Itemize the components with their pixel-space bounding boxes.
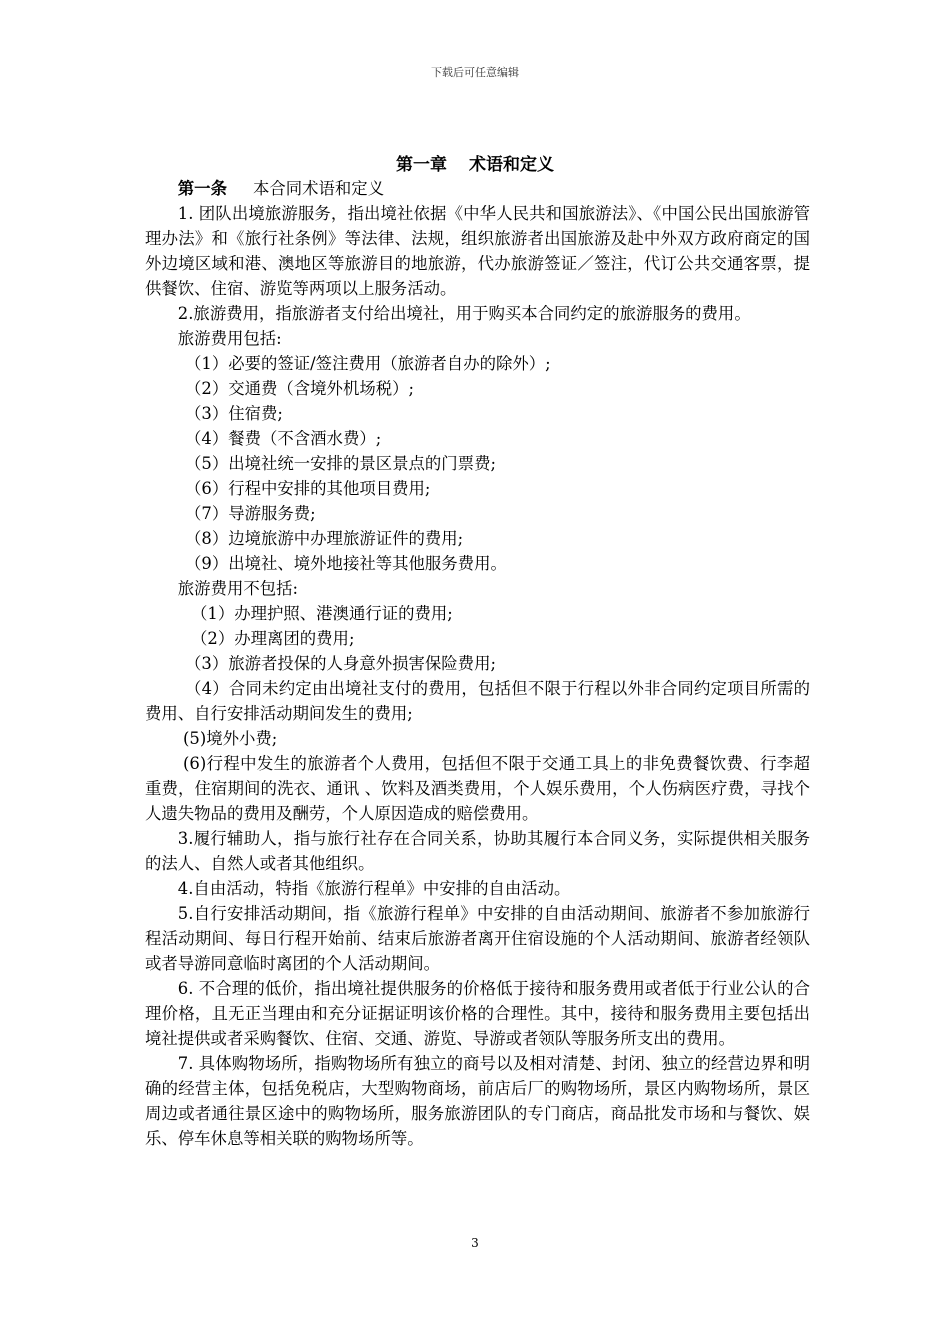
article-title: 本合同术语和定义 bbox=[252, 179, 385, 198]
list-item: （6）行程中安排的其他项目费用; bbox=[185, 479, 431, 498]
list-item: (6)行程中发生的旅游者个人费用，包括但不限于交通工具上的非免费餐饮费、行李超重费，住宿期间的洗衣、通讯 、饮料及酒类费用，个人娱乐费用，个人伤病医疗费，寻找个人遗失物品的费用及酬劳，个人原因造成的赔偿费用。 bbox=[145, 754, 810, 823]
list-heading: 旅游费用不包括: bbox=[177, 579, 299, 598]
chapter-number: 第一章 bbox=[396, 155, 447, 175]
definition-paragraph: 1. 团队出境旅游服务，指出境社依据《中华人民共和国旅游法》、《中国公民出国旅游管理办法》和《旅行社条例》等法律、法规，组织旅游者出国旅游及赴中外双方政府商定的国外边境区域和港、澳地区等旅游目的地旅游，代办旅游签证／签注，代订公共交通客票，提供餐饮、住宿、游览等两项以上服务活动。 bbox=[145, 204, 810, 298]
list-item: （1）必要的签证/签注费用（旅游者自办的除外）; bbox=[185, 354, 551, 373]
list-item: （4）餐费（不含酒水费）; bbox=[185, 429, 382, 448]
definition-paragraph: 3.履行辅助人，指与旅行社存在合同关系，协助其履行本合同义务，实际提供相关服务的法人、自然人或者其他组织。 bbox=[145, 829, 810, 873]
article-label: 第一条 bbox=[177, 179, 227, 198]
chapter-name: 术语和定义 bbox=[469, 155, 554, 175]
page-number: 3 bbox=[471, 1236, 479, 1250]
document-body bbox=[145, 176, 810, 1151]
list-item: （9）出境社、境外地接社等其他服务费用。 bbox=[185, 554, 507, 573]
list-item: （3）住宿费; bbox=[185, 404, 283, 423]
list-item: （7）导游服务费; bbox=[185, 504, 316, 523]
article-heading bbox=[145, 176, 810, 201]
chapter-title bbox=[0, 150, 950, 175]
page-header: 下载后可任意编辑 bbox=[431, 66, 519, 79]
list-item: （1）办理护照、港澳通行证的费用; bbox=[191, 604, 453, 623]
list-item: （4）合同未约定由出境社支付的费用，包括但不限于行程以外非合同约定项目所需的费用、自行安排活动期间发生的费用; bbox=[145, 679, 810, 723]
list-heading: 旅游费用包括: bbox=[177, 329, 282, 348]
list-item: （2）办理离团的费用; bbox=[191, 629, 355, 648]
definition-paragraph: 5.自行安排活动期间，指《旅游行程单》中安排的自由活动期间、旅游者不参加旅游行程活动期间、每日行程开始前、结束后旅游者离开住宿设施的个人活动期间、旅游者经领队或者导游同意临时离团的个人活动期间。 bbox=[145, 904, 810, 973]
list-item: （8）边境旅游中办理旅游证件的费用; bbox=[185, 529, 464, 548]
definition-paragraph: 4.自由活动，特指《旅游行程单》中安排的自由活动。 bbox=[177, 879, 571, 898]
list-item: （3）旅游者投保的人身意外损害保险费用; bbox=[185, 654, 496, 673]
definition-paragraph: 6. 不合理的低价，指出境社提供服务的价格低于接待和服务费用或者低于行业公认的合理价格，且无正当理由和充分证据证明该价格的合理性。其中，接待和服务费用主要包括出境社提供或者采购餐饮、住宿、交通、游览、导游或者领队等服务所支出的费用。 bbox=[145, 979, 810, 1048]
definition-paragraph: 2.旅游费用，指旅游者支付给出境社，用于购买本合同约定的旅游服务的费用。 bbox=[177, 304, 751, 323]
list-item: （2）交通费（含境外机场税）; bbox=[185, 379, 415, 398]
list-item: (5)境外小费; bbox=[183, 729, 278, 748]
list-item: （5）出境社统一安排的景区景点的门票费; bbox=[185, 454, 496, 473]
definition-paragraph: 7. 具体购物场所，指购物场所有独立的商号以及相对清楚、封闭、独立的经营边界和明确的经营主体，包括免税店，大型购物商场，前店后厂的购物场所，景区内购物场所，景区周边或者通往景区途中的购物场所，服务旅游团队的专门商店，商品批发市场和与餐饮、娱乐、停车休息等相关联的购物场所等。 bbox=[145, 1054, 810, 1148]
